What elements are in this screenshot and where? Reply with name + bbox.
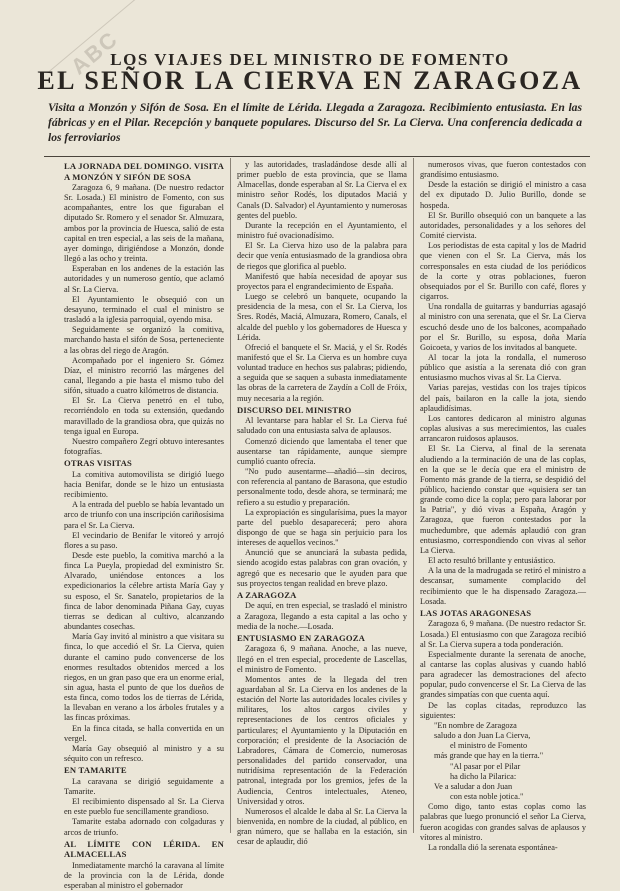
paragraph: La expropiación es singularísima, pues la mayor parte del pueblo desaparecerá; pero ahora dispongo de que se haga sin perjuicio para los intereses de aquellos vecinos." bbox=[237, 507, 407, 548]
paragraph: Como digo, tanto estas coplas como las palabras que luego pronunció el señor La Cierva, fueron acogidas con grandes salvas de aplausos y vítores al ministro. bbox=[420, 802, 586, 842]
paragraph: "No pudo ausentarme—añadió—sin deciros, con referencia al pantano de Barasona, que estudio personalmente todo, desde ahora, se terminará; me refiero a su estudio y preparación. bbox=[237, 467, 407, 507]
verse-line: ha dicho la Pilarica: bbox=[450, 771, 517, 781]
verse-line: Ve a saludar a don Juan bbox=[434, 781, 513, 791]
paragraph: Los periodistas de esta capital y los de Madrid que vienen con el Sr. La Cierva, más los corresponsales en esta ciudad de los periódicos de la corte y otras poblaciones, fueron obsequiados por el Sr. Burillo con café, flores y cigarros. bbox=[420, 241, 586, 302]
paragraph: La rondalla dió la serenata espontánea- bbox=[428, 842, 558, 852]
section-heading: LA JORNADA DEL DOMINGO. VISITA A MONZÓN Y SIFÓN DE SOSA bbox=[64, 161, 224, 182]
paragraph: Inmediatamente marchó la caravana al límite de la provincia con la de Lérida, donde esperaban al ministro el gobernador bbox=[64, 860, 224, 890]
column-3 bbox=[420, 160, 586, 852]
paragraph: Una rondalla de guitarras y bandurrias agasajó al ministro con una serenata, que el Sr. La Cierva escuchó desde uno de los balcones, acompañado por el Sr. Burillo, su esposa, doña María Goicoeta, y varios de los invitados al banquete. bbox=[420, 302, 586, 352]
headline: EL SEÑOR LA CIERVA EN ZARAGOZA bbox=[37, 66, 583, 95]
paragraph: El acto resultó brillante y entusiástico. bbox=[428, 556, 556, 566]
verse-line: más grande que hay en la tierra." bbox=[434, 751, 544, 761]
section-heading: EN TAMARITE bbox=[64, 765, 127, 776]
paragraph: La caravana se dirigió seguidamente a Tamarite. bbox=[64, 776, 224, 796]
verse-line: "En nombre de Zaragoza bbox=[434, 720, 517, 730]
paragraph: Zaragoza 6, 9 mañana. (De nuestro redactor Sr. Losada.) El ministro de Fomento, con sus acompañantes, entre los que figuraban el diputado Sr. Romero y el senador Sr. Almuzara, ambos por la provincia de Huesca, salió de esta capital en tren especial, a las seis de la mañana, ayer domingo, dirigiéndose a Monzón, donde llegó a las ocho y treinta. bbox=[64, 183, 224, 264]
paragraph: Seguidamente se organizó la comitiva, marchando hasta el sifón de Sosa, perteneciente a las obras del riego de Aragón. bbox=[64, 325, 224, 355]
paragraph: Luego se celebró un banquete, ocupando la presidencia de la mesa, con el Sr. La Cierva, los Sres. Rodés, Maciá, Almuzara, Romero, Canals, el alcalde del pueblo y los gobernadores de Huesca y Lérida. bbox=[237, 292, 407, 342]
section-heading: A ZARAGOZA bbox=[237, 589, 297, 600]
paragraph: El Sr. La Cierva hizo uso de la palabra para decir que venía entusiasmado de la grandiosa obra de riegos que glorifica al pueblo. bbox=[237, 241, 407, 271]
paragraph: Desde la estación se dirigió el ministro a casa del ex diputado D. Julio Burillo, donde se hospeda. bbox=[420, 180, 586, 210]
paragraph: María Gay obsequió al ministro y a su séquito con un refresco. bbox=[64, 743, 224, 764]
paragraph: Zaragoza 6, 9 mañana. Anoche, a las nueve, llegó en el tren especial, procedente de Lascellas, el ministro de Fomento. bbox=[237, 644, 407, 674]
deck-subheadline: Visita a Monzón y Sifón de Sosa. En el límite de Lérida. Llegada a Zaragoza. Recibimiento entusiasta. En las fábricas y en el Pilar. Recepción y banquete populares. Discurso del Sr. La Cierva. Una conferencia dedicada a los ferroviarios bbox=[48, 101, 582, 144]
verse-line: "Al pasar por el Pilar bbox=[450, 761, 521, 771]
section-heading: DISCURSO DEL MINISTRO bbox=[237, 404, 352, 415]
column-1 bbox=[64, 160, 224, 890]
paragraph: y las autoridades, trasladándose desde allí al primer pueblo de esta provincia, que se llama Almacellas, donde esperaban al Sr. La Cierva el ex ministro señor Rodés, los diputados Maciá y Canals (D. Salvador) el Ayuntamiento y numerosas gentes del pueblo. bbox=[237, 160, 407, 220]
paragraph: Varias parejas, vestidas con los trajes típicos del país, bailaron en la calle la jota, siendo aplaudidísimas. bbox=[420, 383, 586, 413]
paragraph: Nuestro compañero Zegrí obtuvo interesantes fotografías. bbox=[64, 436, 224, 457]
paragraph: Especialmente durante la serenata de anoche, al cantarse las coplas alusivas y cuando habló para agradecer las demostraciones del afecto popular, pudo convencerse el Sr. La Cierva de las grandes simpatías con que cuenta aquí. bbox=[420, 649, 586, 700]
paragraph: Anunció que se anunciará la subasta pedida, siendo acogido estas palabras con gran ovación, y agregó que es necesario que le ayuden para que sus proyectos tengan realidad en breve plazo. bbox=[237, 548, 407, 588]
kicker: LOS VIAJES DEL MINISTRO DE FOMENTO bbox=[110, 50, 510, 69]
paragraph: El vecindario de Benifar le vitoreó y arrojó flores a su paso. bbox=[64, 530, 224, 550]
paragraph: Zaragoza 6, 9 mañana. (De nuestro redactor Sr. Losada.) El entusiasmo con que Zaragoza recibió al Sr. La Cierva supera a toda ponderación. bbox=[420, 619, 586, 649]
verse-line: con esta noble jotica." bbox=[450, 792, 524, 802]
paragraph: De aquí, en tren especial, se trasladó el ministro a Zaragoza, llegando a esta capital a las ocho y media de la noche.—Losada. bbox=[237, 601, 407, 631]
paragraph: Durante la recepción en el Ayuntamiento, el ministro fué ovacionadísimo. bbox=[237, 220, 407, 241]
verse-line: saludo a don Juan La Cierva, bbox=[434, 731, 531, 741]
paragraph: Al levantarse para hablar el Sr. La Cierva fué saludado con una entusiasta salva de aplausos. bbox=[237, 416, 407, 436]
paragraph: La comitiva automovilista se dirigió luego hacia Benifar, donde se le hizo un entusiasta recibimiento. bbox=[64, 469, 224, 500]
verse-line: el ministro de Fomento bbox=[450, 741, 528, 751]
paragraph: A la entrada del pueblo se había levantado un arco de triunfo con una inscripción cariñosísima para el Sr. La Cierva. bbox=[64, 500, 224, 530]
paragraph: De las coplas citadas, reproduzco las siguientes: bbox=[420, 700, 586, 720]
paragraph: Acompañado por el ingeniero Sr. Gómez Díaz, el ministro recorrió las márgenes del canal, llegando a pie hasta el mismo tubo del sifón, situado a cuatro kilómetros de distancia. bbox=[64, 355, 224, 396]
paragraph: María Gay invitó al ministro a que visitara su finca, lo que accedió el Sr. La Cierva, quien durante el camino pudo convencerse de los enormes resultados obtenidos merced a los riegos, en un gran paso que era un enorme erial, sin agua, hasta el punto de que los dueños de esta finca, como todos los de tierras de Lérida, la llevaban en verano a los árboles frutales y a las fincas próximas. bbox=[64, 632, 224, 723]
paragraph: En la finca citada, se halla convertida en un vergel. bbox=[64, 723, 224, 743]
section-heading: ENTUSIASMO EN ZARAGOZA bbox=[237, 632, 366, 643]
paragraph: numerosos vivas, que fueron contestados con grandísimo entusiasmo. bbox=[420, 160, 586, 180]
paragraph: El Sr. Burillo obsequió con un banquete a las autoridades, personalidades y a los señores del Comité ciervista. bbox=[420, 210, 586, 241]
paragraph: Ofreció el banquete el Sr. Maciá, y el Sr. Rodés manifestó que el Sr. La Cierva es un hombre cuya voluntad traduce en hechos sus palabras; pidiendo, a seguida que se saquen a subasta inmediatamente las obras de la carretera de Zaydín a Coll de Fróix, muy necesaria a la región. bbox=[237, 342, 407, 403]
paragraph: Al tocar la jota la rondalla, el numeroso público que asistía a la serenata dió con gran entusiasmo muchos vivas al Sr. La Cierva. bbox=[420, 352, 586, 383]
paragraph: Manifestó que había necesidad de apoyar sus proyectos para el engrandecimiento de España. bbox=[237, 271, 407, 291]
paragraph: Desde este pueblo, la comitiva marchó a la finca La Pueyla, propiedad del exministro Sr. Alvarado, uniéndose entonces a los expedicionarios la célebre artista María Gay y su esposo, el Sr. Sanatelo, propietarios de la finca de labor denominada Piñana Gay, cuyas tierras se dedican al cultivo, alcanzando abundantes cosechas. bbox=[64, 550, 224, 632]
paragraph: A la una de la madrugada se retiró el ministro a descansar, sumamente complacido del recibimiento que le ha dispensado Zaragoza.—Losada. bbox=[420, 566, 586, 606]
paragraph: El Sr. La Cierva, al final de la serenata aludiendo a la terminación de una de las coplas, en la que se le decía que era el ministro de Fomento más grande de la tierra, se despidió del público, haciendo constar que «quisiera ser tan grande como dice la copla; pero para laborar por la Patria", y dió vivas a España, Aragón y Zaragoza, que fueron contestados por la muchedumbre, que además aplaudió con gran entusiasmo, correspondiendo con vivas al señor La Cierva. bbox=[420, 444, 586, 555]
paragraph: Momentos antes de la llegada del tren aguardaban al Sr. La Cierva en los andenes de la estación del Norte las autoridades locales civiles y militares, los altos cargos civiles y representaciones de los centros oficiales y particulares; el Ayuntamiento y la Diputación en corporación; el presidente de la Asociación de Labradores, Cámara de Comercio, numerosas personalidades del partido conservador, una nutridísima representación de la Federación patronal, integrada por los gremios, jefes de la Audiencia, Centros intelectuales, Ateneo, Universidad y otros. bbox=[237, 674, 407, 806]
paragraph: Numerosos el alcalde le daba al Sr. La Cierva la bienvenida, en nombre de la ciudad, al público, en gran número, que se hallaba en la estación, sin cesar de aplaudir, dió bbox=[237, 806, 407, 847]
section-heading: LAS JOTAS ARAGONESAS bbox=[420, 607, 532, 618]
column-divider bbox=[230, 158, 231, 833]
section-heading: OTRAS VISITAS bbox=[64, 458, 132, 469]
section-heading: AL LÍMITE CON LÉRIDA. EN ALMACELLAS bbox=[64, 838, 224, 860]
divider bbox=[44, 156, 590, 157]
paragraph: Comenzó diciendo que lamentaba el tener que ausentarse tan rápidamente, aunque siempre cumplió cuanto ofrecía. bbox=[237, 436, 407, 466]
paragraph: Tamarite estaba adornado con colgaduras y arcos de triunfo. bbox=[64, 817, 224, 837]
paragraph: Esperaban en los andenes de la estación las autoridades y un numeroso gentío, que aclamó al Sr. La Cierva. bbox=[64, 264, 224, 294]
paragraph: El Sr. La Cierva penetró en el tubo, recorriéndolo en toda su extensión, quedando maravillado de la grandiosa obra, que quizás no tenga igual en Europa. bbox=[64, 396, 224, 436]
watermark-logo: ABC bbox=[65, 25, 124, 80]
column-2 bbox=[237, 160, 407, 847]
paragraph: Los cantores dedicaron al ministro algunas coplas alusivas a sus merecimientos, las cuales arrancaron ruidosos aplausos. bbox=[420, 413, 586, 444]
paragraph: El Ayuntamiento le obsequió con un desayuno, terminado el cual el ministro se trasladó a la iglesia parroquial, oyendo misa. bbox=[64, 294, 224, 325]
paragraph: El recibimiento dispensado al Sr. La Cierva en este pueblo fue sencillamente grandioso. bbox=[64, 797, 224, 817]
column-divider bbox=[413, 158, 414, 833]
